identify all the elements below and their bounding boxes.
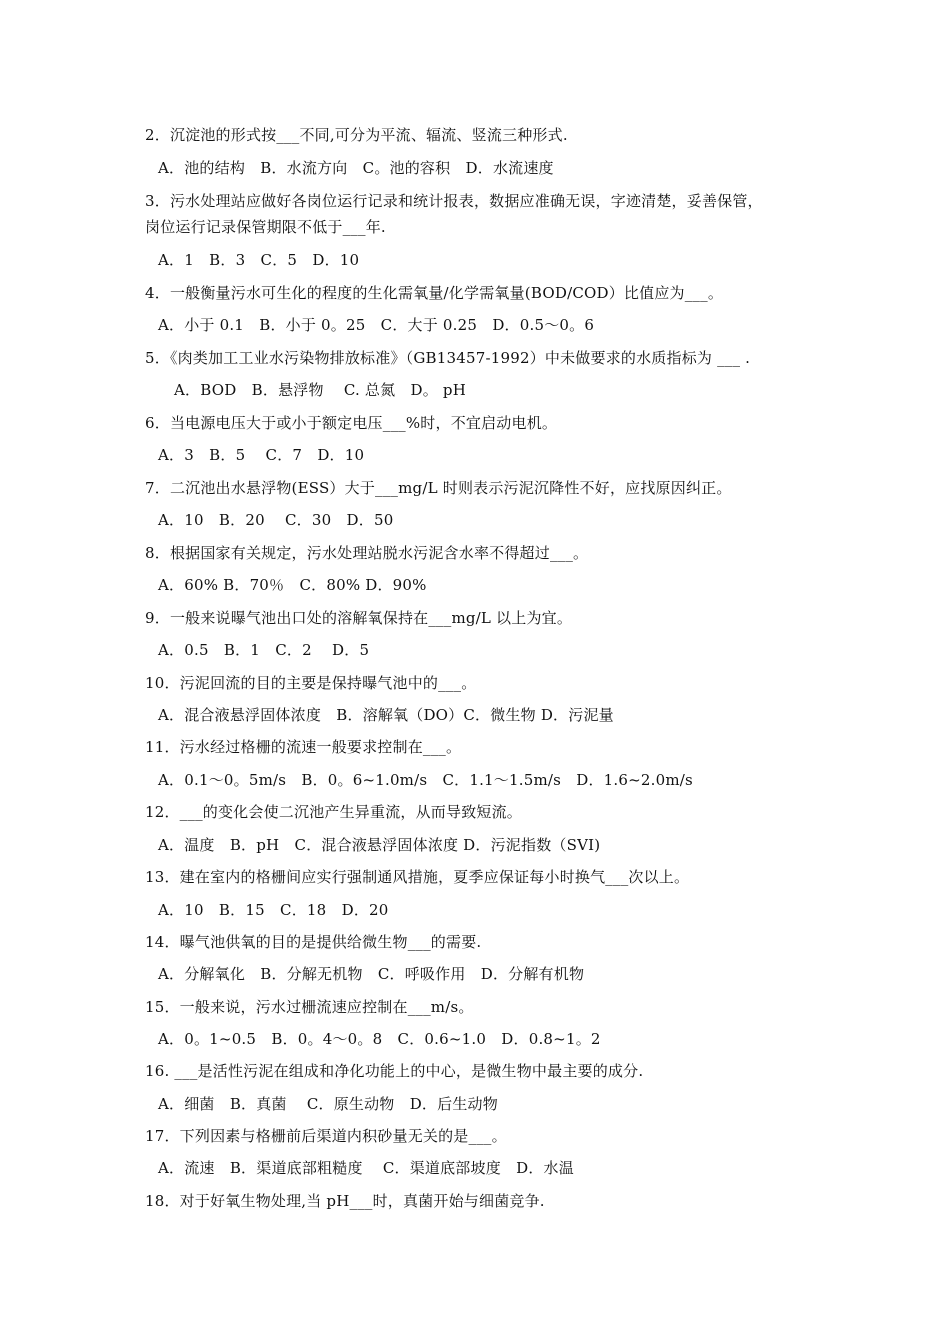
question-12-stem: 12．___的变化会使二沉池产生异重流，从而导致短流。 bbox=[145, 803, 522, 821]
question-3-stem-line-1: 3．污水处理站应做好各岗位运行记录和统计报表，数据应准确无误，字迹清楚，妥善保管， bbox=[145, 192, 763, 210]
question-9-stem: 9．一般来说曝气池出口处的溶解氧保持在___mg/L 以上为宜。 bbox=[145, 609, 573, 627]
question-11-options: A．0.1～0。5m/s B．0。6~1.0m/s C．1.1～1.5m/s D．1.6~2.0m/s bbox=[158, 771, 693, 789]
question-16-options: A．细菌 B．真菌 C．原生动物 D．后生动物 bbox=[158, 1095, 498, 1113]
question-5-stem: 5．《肉类加工工业水污染物排放标准》（GB13457-1992）中未做要求的水质指标为 ___ . bbox=[145, 349, 751, 367]
question-15-stem: 15．一般来说，污水过栅流速应控制在___m/s。 bbox=[145, 998, 474, 1016]
question-7-stem: 7．二沉池出水悬浮物(ESS）大于___mg/L 时则表示污泥沉降性不好，应找原因纠正。 bbox=[145, 479, 732, 497]
question-2-stem: 2．沉淀池的形式按___不同,可分为平流、辐流、竖流三种形式. bbox=[145, 126, 568, 144]
question-9-options: A．0.5 B．1 C．2 D．5 bbox=[158, 641, 370, 659]
question-3-stem-line-2: 岗位运行记录保管期限不低于___年. bbox=[145, 218, 386, 236]
question-10-stem: 10．污泥回流的目的主要是保持曝气池中的___。 bbox=[145, 674, 477, 692]
question-6-stem: 6．当电源电压大于或小于额定电压___%时，不宜启动电机。 bbox=[145, 414, 558, 432]
question-8-options: A．60% B．70％ C．80% D．90% bbox=[158, 576, 427, 594]
question-15-options: A．0。1~0.5 B．0。4～0。8 C．0.6~1.0 D．0.8~1。2 bbox=[158, 1030, 601, 1048]
question-18-stem: 18．对于好氧生物处理,当 pH___时，真菌开始与细菌竞争. bbox=[145, 1192, 545, 1210]
question-17-stem: 17．下列因素与格栅前后渠道内积砂量无关的是___。 bbox=[145, 1127, 507, 1145]
question-6-options: A．3 B．5 C．7 D．10 bbox=[158, 446, 365, 464]
question-17-options: A．流速 B．渠道底部粗糙度 C．渠道底部坡度 D．水温 bbox=[158, 1159, 574, 1177]
question-2-options: A．池的结构 B．水流方向 C。池的容积 D．水流速度 bbox=[158, 159, 554, 177]
question-10-options: A．混合液悬浮固体浓度 B．溶解氧（DO）C．微生物 D．污泥量 bbox=[158, 706, 614, 724]
question-7-options: A．10 B．20 C．30 D．50 bbox=[158, 511, 394, 529]
question-13-options: A．10 B．15 C．18 D．20 bbox=[158, 901, 389, 919]
question-13-stem: 13．建在室内的格栅间应实行强制通风措施，夏季应保证每小时换气___次以上。 bbox=[145, 868, 690, 886]
question-5-options: A．BOD B．悬浮物 C. 总氮 D。 pH bbox=[174, 381, 467, 399]
question-3-options: A．1 B．3 C．5 D．10 bbox=[158, 251, 360, 269]
question-14-options: A．分解氧化 B．分解无机物 C．呼吸作用 D．分解有机物 bbox=[158, 965, 585, 983]
question-4-stem: 4．一般衡量污水可生化的程度的生化需氧量/化学需氧量(BOD/COD）比值应为___。 bbox=[145, 284, 724, 302]
question-8-stem: 8．根据国家有关规定，污水处理站脱水污泥含水率不得超过___。 bbox=[145, 544, 589, 562]
question-16-stem: 16. ___是活性污泥在组成和净化功能上的中心，是微生物中最主要的成分. bbox=[145, 1062, 644, 1080]
question-14-stem: 14．曝气池供氧的目的是提供给微生物___的需要. bbox=[145, 933, 482, 951]
question-11-stem: 11．污水经过格栅的流速一般要求控制在___。 bbox=[145, 738, 462, 756]
question-4-options: A．小于 0.1 B．小于 0。25 C．大于 0.25 D．0.5～0。6 bbox=[158, 316, 595, 334]
question-12-options: A．温度 B．pH C．混合液悬浮固体浓度 D．污泥指数（SVI) bbox=[158, 836, 601, 854]
